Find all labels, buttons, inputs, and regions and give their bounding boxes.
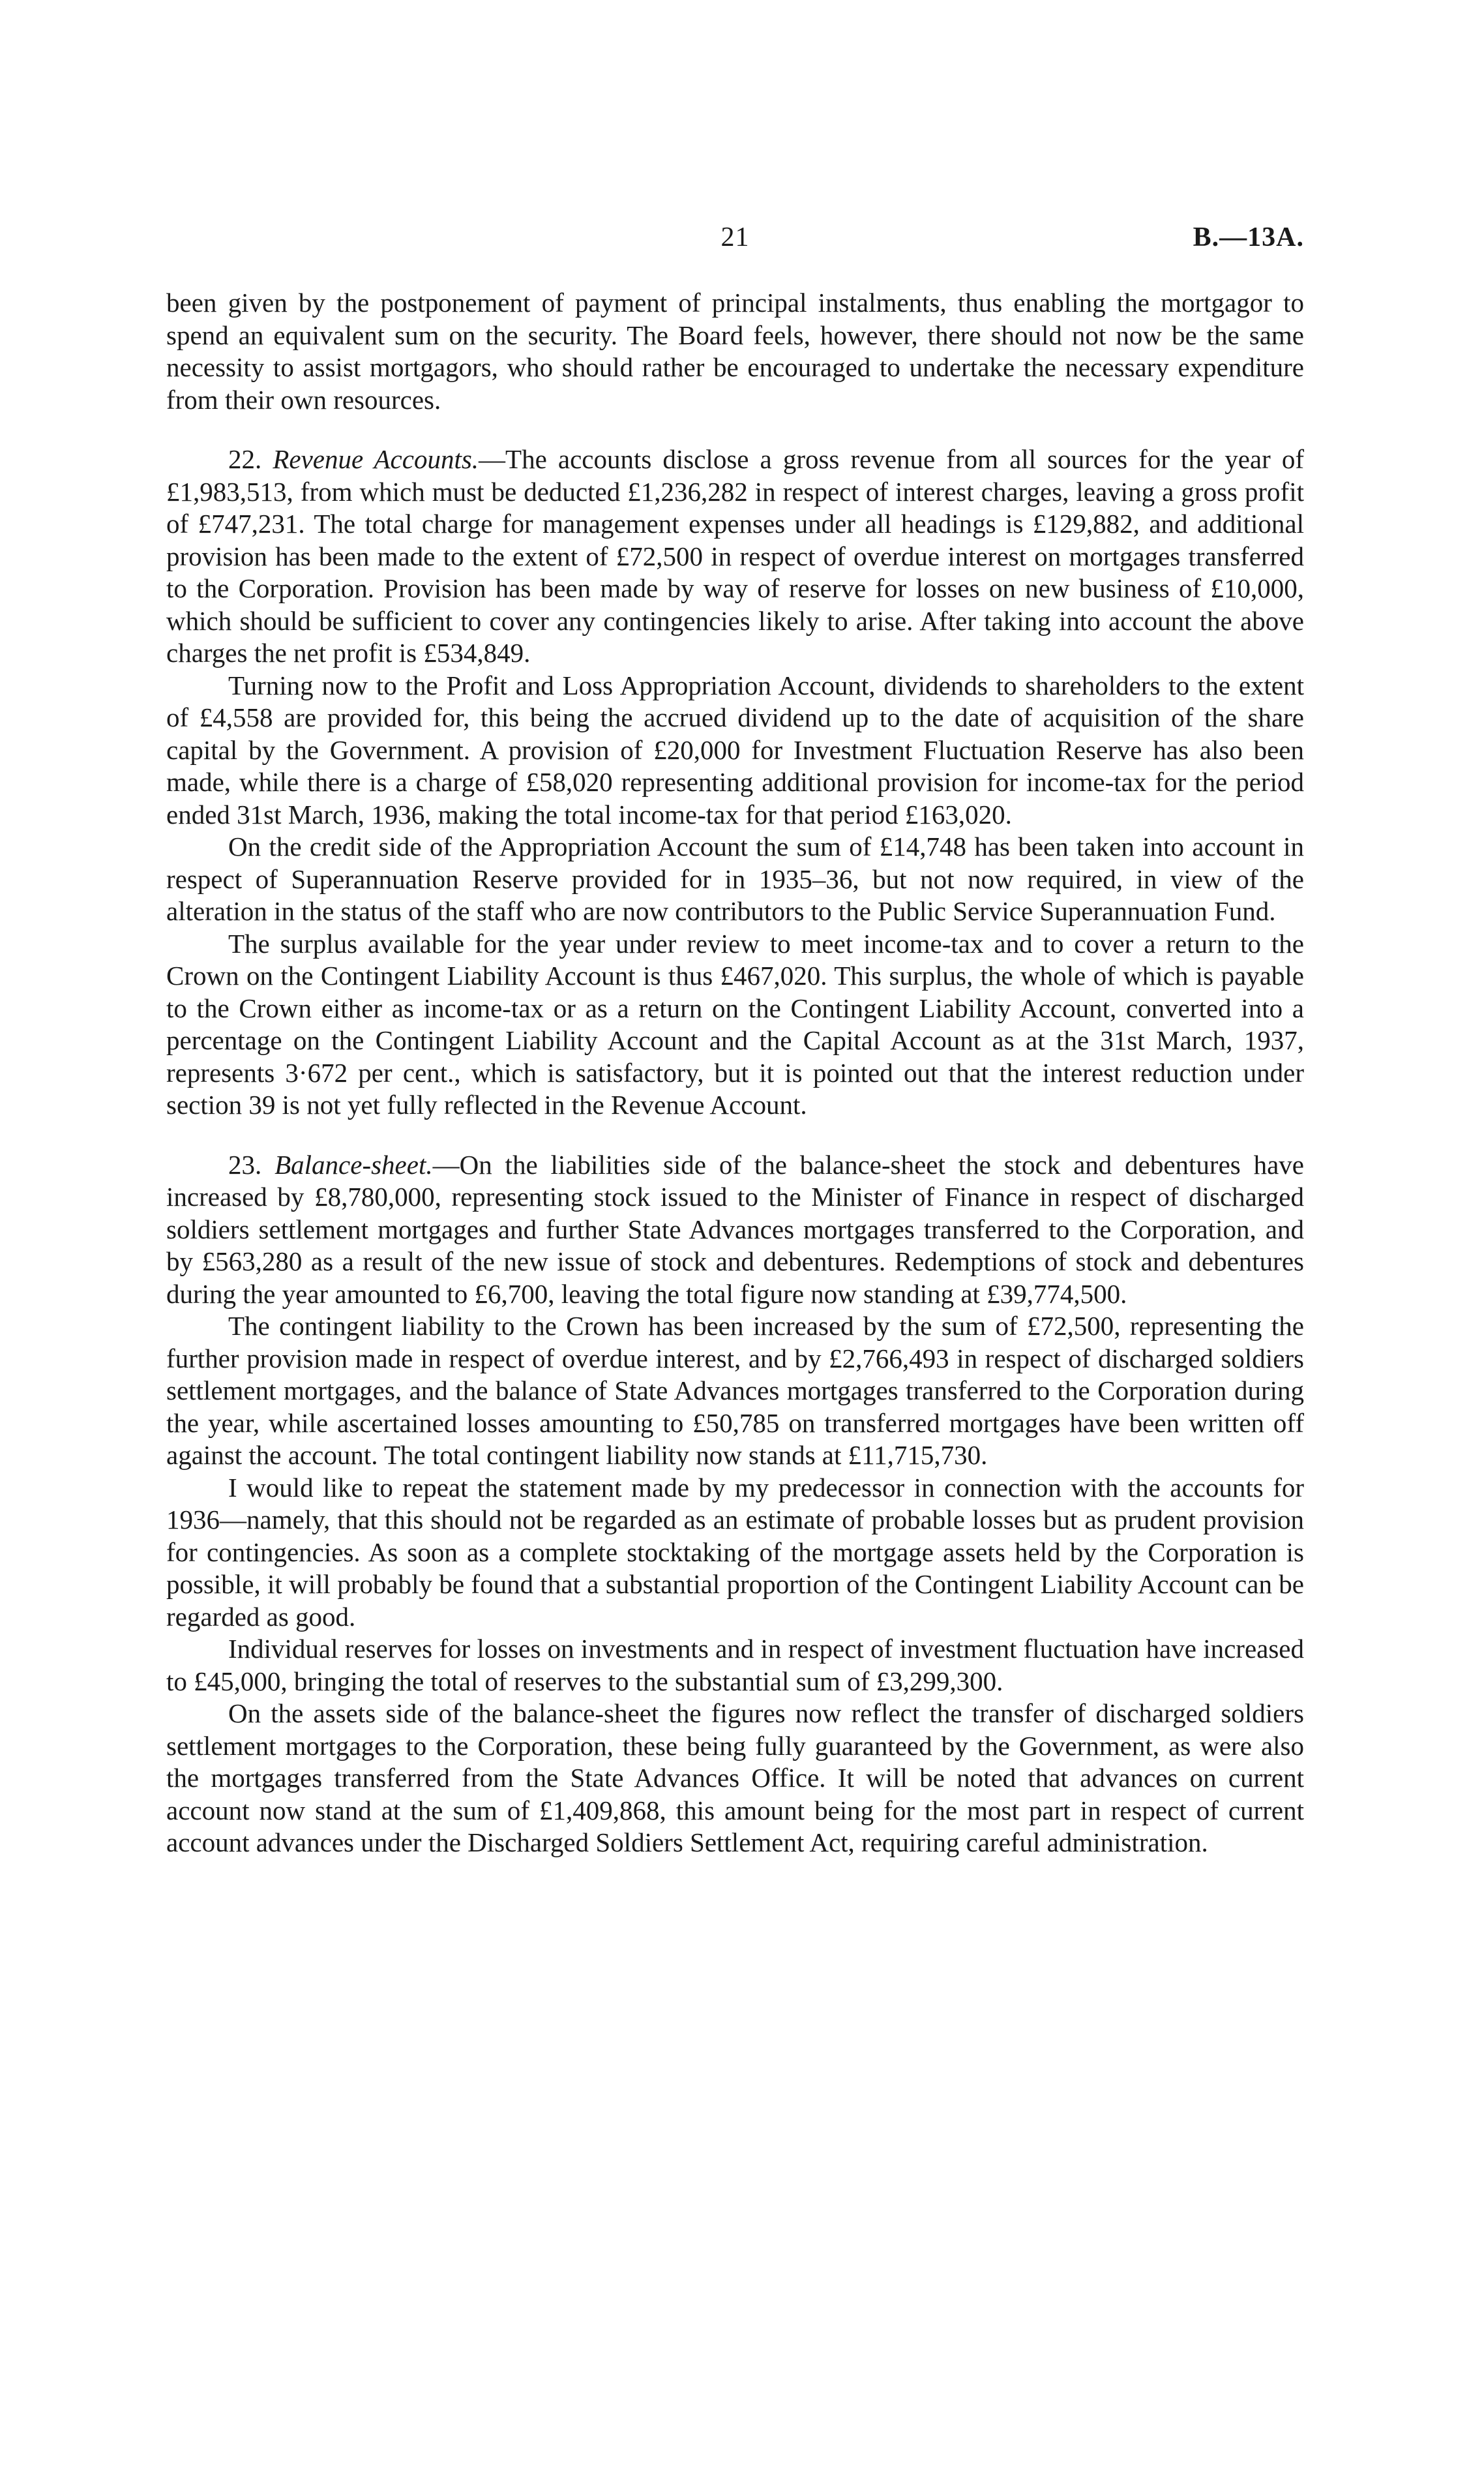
section-23-number: 23. bbox=[228, 1149, 262, 1180]
paragraph-appropriation-account: Turning now to the Profit and Loss Appropriation Account, dividends to shareholders to the extent of £4,558 are provided for, this being the accrued dividend up to the date of acquisition of the share capital by the Government. A provision of £20,000 for Investment Fluctuation Reserve has also been made, while there is a charge of £58,020 representing additional provision for income-tax for the period ended 31st March, 1936, making the total income-tax for that period £163,020. bbox=[166, 670, 1304, 830]
paragraph-continued: been given by the postponement of payment of principal instalments, thus enabling the mortgagor to spend an equivalent sum on the security. The Board feels, however, there should not now be the same necessity to assist mortgagors, who should rather be encouraged to undertake the necessary expenditure from their own resources. bbox=[166, 288, 1304, 415]
section-23-text: —On the liabilities side of the balance-sheet the stock and debentures have increased by £8,780,000, representing stock issued to the Minister of Finance in respect of discharged soldiers settlement mortgages and further State Advances mortgages transferred to the Corporation, and by £563,280 as a result of the new issue of stock and debentures. Redemptions of stock and debentures during the year amounted to £6,700, leaving the total figure now standing at £39,774,500. bbox=[166, 1149, 1304, 1309]
paragraph-predecessor-statement: I would like to repeat the statement made by my predecessor in connection with the accounts for 1936—namely, that this should not be regarded as an estimate of probable losses but as prudent provision for contingencies. As soon as a complete stocktaking of the mortgage assets held by the Corporation is possible, it will probably be found that a substantial proportion of the Contingent Liability Account can be regarded as good. bbox=[166, 1472, 1304, 1632]
section-22-heading: Revenue Accounts. bbox=[273, 444, 479, 474]
section-23-paragraph bbox=[166, 1149, 1304, 1311]
paragraph-assets-side: On the assets side of the balance-sheet the figures now reflect the transfer of discharged soldiers settlement mortgages to the Corporation, these being fully guaranteed by the Government, as were also the mortgages transferred from the State Advances Office. It will be noted that advances on current account now stand at the sum of £1,409,868, this amount being for the most part in respect of current account advances under the Discharged Soldiers Settlement Act, requiring careful administration. bbox=[166, 1698, 1304, 1857]
paper-reference: B.—13A. bbox=[1193, 222, 1304, 252]
page-header bbox=[166, 222, 1304, 274]
document-body bbox=[166, 287, 1304, 1859]
section-22-number: 22. bbox=[228, 444, 262, 474]
paragraph-credit-side: On the credit side of the Appropriation Account the sum of £14,748 has been taken into account in respect of Superannuation Reserve provided for in 1935–36, but not now required, in view of the alteration in the status of the staff who are now contributors to the Public Service Superannuation Fund. bbox=[166, 831, 1304, 926]
section-23-heading: Balance-sheet. bbox=[275, 1149, 433, 1180]
page-number: 21 bbox=[720, 222, 750, 252]
paragraph-surplus: The surplus available for the year under review to meet income-tax and to cover a return to the Crown on the Contingent Liability Account is thus £467,020. This surplus, the whole of which is payable to the Crown either as income-tax or as a return on the Contingent Liability Account, converted into a percentage on the Contingent Liability Account and the Capital Account as at the 31st March, 1937, represents 3·672 per cent., which is satisfactory, but it is pointed out that the interest reduction under section 39 is not yet fully reflected in the Revenue Account. bbox=[166, 928, 1304, 1120]
section-22-text: —The accounts disclose a gross revenue from all sources for the year of £1,983,513, from which must be deducted £1,236,282 in respect of interest charges, leaving a gross profit of £747,231. The total charge for management expenses under all headings is £129,882, and additional provision has been made to the extent of £72,500 in respect of overdue interest on mortgages transferred to the Corporation. Provision has been made by way of reserve for losses on new business of £10,000, which should be sufficient to cover any contingencies likely to arise. After taking into account the above charges the net profit is £534,849. bbox=[166, 444, 1304, 668]
paragraph-contingent-liability: The contingent liability to the Crown has been increased by the sum of £72,500, representing the further provision made in respect of overdue interest, and by £2,766,493 in respect of discharged soldiers settlement mortgages, and the balance of State Advances mortgages transferred to the Corporation during the year, while ascertained losses amounting to £50,785 on transferred mortgages have been written off against the account. The total contingent liability now stands at £11,715,730. bbox=[166, 1311, 1304, 1470]
section-22-paragraph bbox=[166, 443, 1304, 670]
document-page bbox=[166, 222, 1304, 1859]
paragraph-individual-reserves: Individual reserves for losses on investments and in respect of investment fluctuation have increased to £45,000, bringing the total of reserves to the substantial sum of £3,299,300. bbox=[166, 1634, 1304, 1696]
